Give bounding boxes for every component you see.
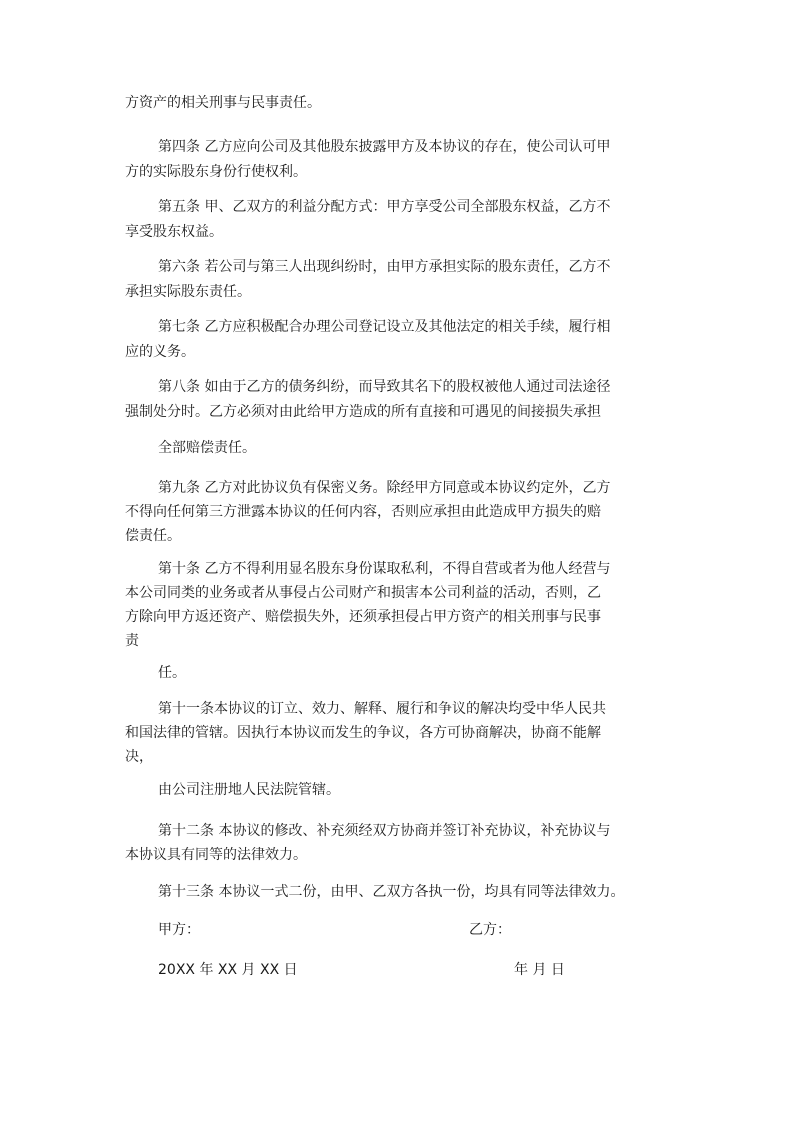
article-8-line-3: 全部赔偿责任。 (158, 440, 256, 456)
article-7-line-2: 应的义务。 (125, 344, 195, 360)
article-9-line-1: 第九条 乙方对此协议负有保密义务。除经甲方同意或本协议约定外，乙方 (158, 480, 611, 496)
article-11-line-4: 由公司注册地人民法院管辖。 (158, 782, 340, 798)
party-b-label: 乙方： (469, 922, 511, 938)
article-6-line-2: 承担实际股东责任。 (125, 284, 251, 300)
article-9-line-2: 不得向任何第三方泄露本协议的任何内容，否则应承担由此造成甲方损失的赔 (125, 504, 601, 520)
paragraph-line: 方资产的相关刑事与民事责任。 (125, 95, 321, 111)
article-12-line-1: 第十二条 本协议的修改、补充须经双方协商并签订补充协议，补充协议与 (158, 823, 611, 839)
article-10-line-4: 责 (125, 633, 139, 649)
article-8-line-2: 强制处分时。乙方必须对由此给甲方造成的所有直接和可遇见的间接损失承担 (125, 404, 601, 420)
article-8-line-1: 第八条 如由于乙方的债务纠纷，而导致其名下的股权被他人通过司法途径 (158, 379, 611, 395)
article-5-line-1: 第五条 甲、乙双方的利益分配方式：甲方享受公司全部股东权益，乙方不 (158, 199, 611, 215)
article-6-line-1: 第六条 若公司与第三人出现纠纷时，由甲方承担实际的股东责任，乙方不 (158, 259, 611, 275)
article-11-line-1: 第十一条本协议的订立、效力、解释、履行和争议的解决均受中华人民共 (158, 701, 606, 717)
party-a-label: 甲方： (158, 922, 200, 938)
article-10-line-2: 本公司同类的业务或者从事侵占公司财产和损害本公司利益的活动，否则，乙 (125, 585, 601, 601)
article-10-line-3: 方除向甲方返还资产、赔偿损失外，还须承担侵占甲方资产的相关刑事与民事 (125, 609, 601, 625)
party-b-date: 年 月 日 (514, 962, 565, 978)
article-10-line-5: 任。 (158, 665, 186, 681)
article-9-line-3: 偿责任。 (125, 528, 181, 544)
article-11-line-2: 和国法律的管辖。因执行本协议而发生的争议，各方可协商解决，协商不能解 (125, 725, 601, 741)
article-5-line-2: 享受股东权益。 (125, 224, 223, 240)
article-12-line-2: 本协议具有同等的法律效力。 (125, 847, 307, 863)
article-4-line-2: 方的实际股东身份行使权利。 (125, 164, 307, 180)
party-a-date: 20XX 年 XX 月 XX 日 (158, 962, 298, 978)
article-11-line-3: 决， (125, 749, 153, 765)
article-13-line-1: 第十三条 本协议一式二份，由甲、乙双方各执一份，均具有同等法律效力。 (158, 884, 625, 900)
article-7-line-1: 第七条 乙方应积极配合办理公司登记设立及其他法定的相关手续，履行相 (158, 319, 611, 335)
article-10-line-1: 第十条 乙方不得利用显名股东身份谋取私利，不得自营或者为他人经营与 (158, 561, 611, 577)
article-4-line-1: 第四条 乙方应向公司及其他股东披露甲方及本协议的存在，使公司认可甲 (158, 139, 611, 155)
